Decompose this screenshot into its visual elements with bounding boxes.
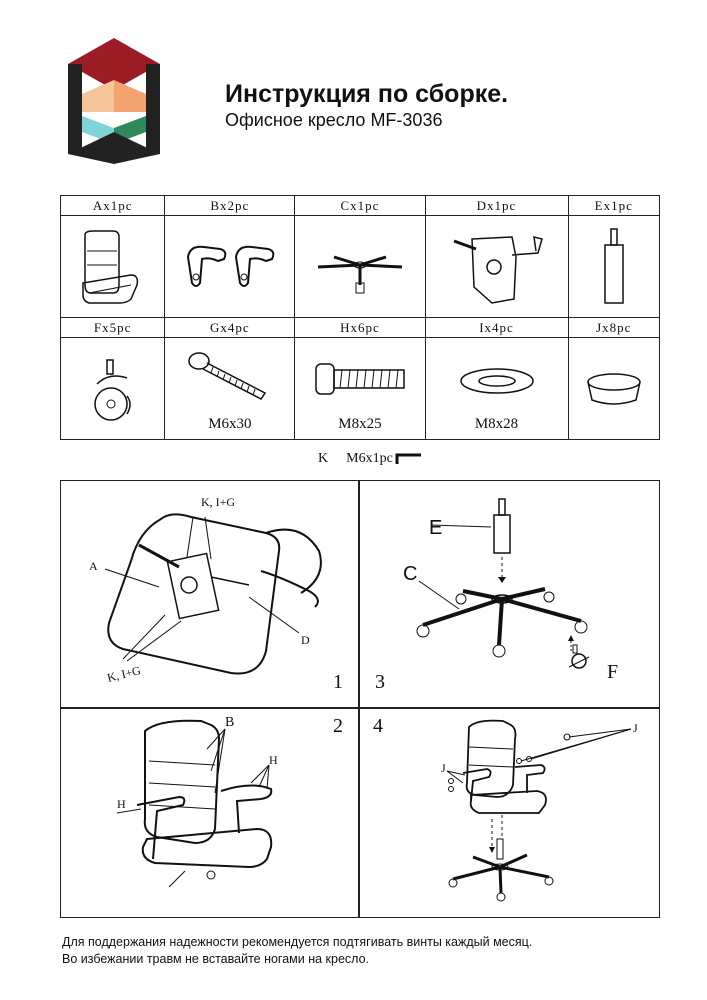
part-label: Jx8pc (568, 318, 660, 338)
part-label: Bx2pc (165, 196, 295, 216)
step-2-panel (61, 709, 358, 917)
hex-key-icon (395, 452, 423, 466)
washer-size-label: M8x28 (474, 416, 519, 432)
step-number: 3 (375, 671, 385, 693)
brand-logo (64, 36, 164, 166)
part-label: Dx1pc (425, 196, 568, 216)
label-e: E (429, 517, 443, 539)
page-subtitle: Офисное кресло MF-3036 (225, 110, 443, 130)
label-c: C (403, 563, 418, 585)
label-a: A (89, 559, 98, 573)
note-line: Для поддержания надежности рекомендуется подтягивать винты каждый месяц. (62, 935, 533, 949)
label-d: D (301, 633, 310, 647)
tool-letter: K (318, 451, 329, 466)
maintenance-notes (62, 934, 532, 968)
gas-lift-icon (594, 227, 634, 307)
part-label: Hx6pc (295, 318, 425, 338)
cap-icon (579, 364, 649, 414)
parts-table (60, 195, 660, 440)
label-f: F (607, 661, 619, 683)
step-number: 4 (373, 715, 383, 737)
page-title: Инструкция по сборке. (225, 80, 509, 108)
final-assembly-illustration (359, 709, 659, 917)
label-k-i-g-top: K, I+G (201, 495, 236, 509)
step-3-panel (359, 481, 659, 707)
tool-line (318, 451, 423, 467)
part-cell-a (61, 216, 165, 318)
part-cell-c (295, 216, 425, 318)
label-b: B (225, 715, 235, 730)
step-number: 2 (333, 715, 343, 737)
part-label: Ex1pc (568, 196, 660, 216)
part-cell-j (568, 338, 660, 440)
part-label: Ax1pc (61, 196, 165, 216)
part-label: Cx1pc (295, 196, 425, 216)
label-k-i-g-bottom: K, I+G (105, 663, 143, 685)
part-cell-f (61, 338, 165, 440)
label-j-left: J (441, 761, 446, 775)
part-cell-h (295, 338, 425, 440)
label-j-right: J (633, 721, 638, 735)
bolt-icon (310, 350, 410, 410)
five-star-base-icon (310, 237, 410, 297)
step-1-panel (61, 481, 358, 707)
part-cell-g (165, 338, 295, 440)
part-cell-b (165, 216, 295, 318)
part-cell-e (568, 216, 660, 318)
parts-label-row (61, 318, 660, 338)
part-label: Gx4pc (165, 318, 295, 338)
step-number: 1 (333, 671, 343, 693)
bolt-size-label: M8x25 (338, 416, 382, 432)
assembly-steps (60, 480, 660, 918)
chair-back-seat-icon (73, 227, 153, 307)
mechanism-plate-icon (442, 227, 552, 307)
screw-size-label: M6x30 (208, 416, 252, 432)
part-label: Fx5pc (61, 318, 165, 338)
armrest-attachment-illustration (61, 709, 358, 917)
label-h-left: H (117, 797, 126, 811)
part-cell-d (425, 216, 568, 318)
parts-image-row (61, 216, 660, 318)
washer-icon (452, 356, 542, 406)
armrests-icon (180, 237, 280, 297)
tool-label: M6x1pc (346, 451, 393, 466)
parts-image-row (61, 338, 660, 440)
caster-icon (83, 354, 143, 424)
part-cell-i (425, 338, 568, 440)
parts-label-row (61, 196, 660, 216)
screw-icon (185, 347, 275, 417)
step-4-panel (359, 709, 659, 917)
part-label: Ix4pc (425, 318, 568, 338)
note-line: Во избежании травм не вставайте ногами на кресло. (62, 952, 370, 966)
label-h-right: H (269, 753, 278, 767)
